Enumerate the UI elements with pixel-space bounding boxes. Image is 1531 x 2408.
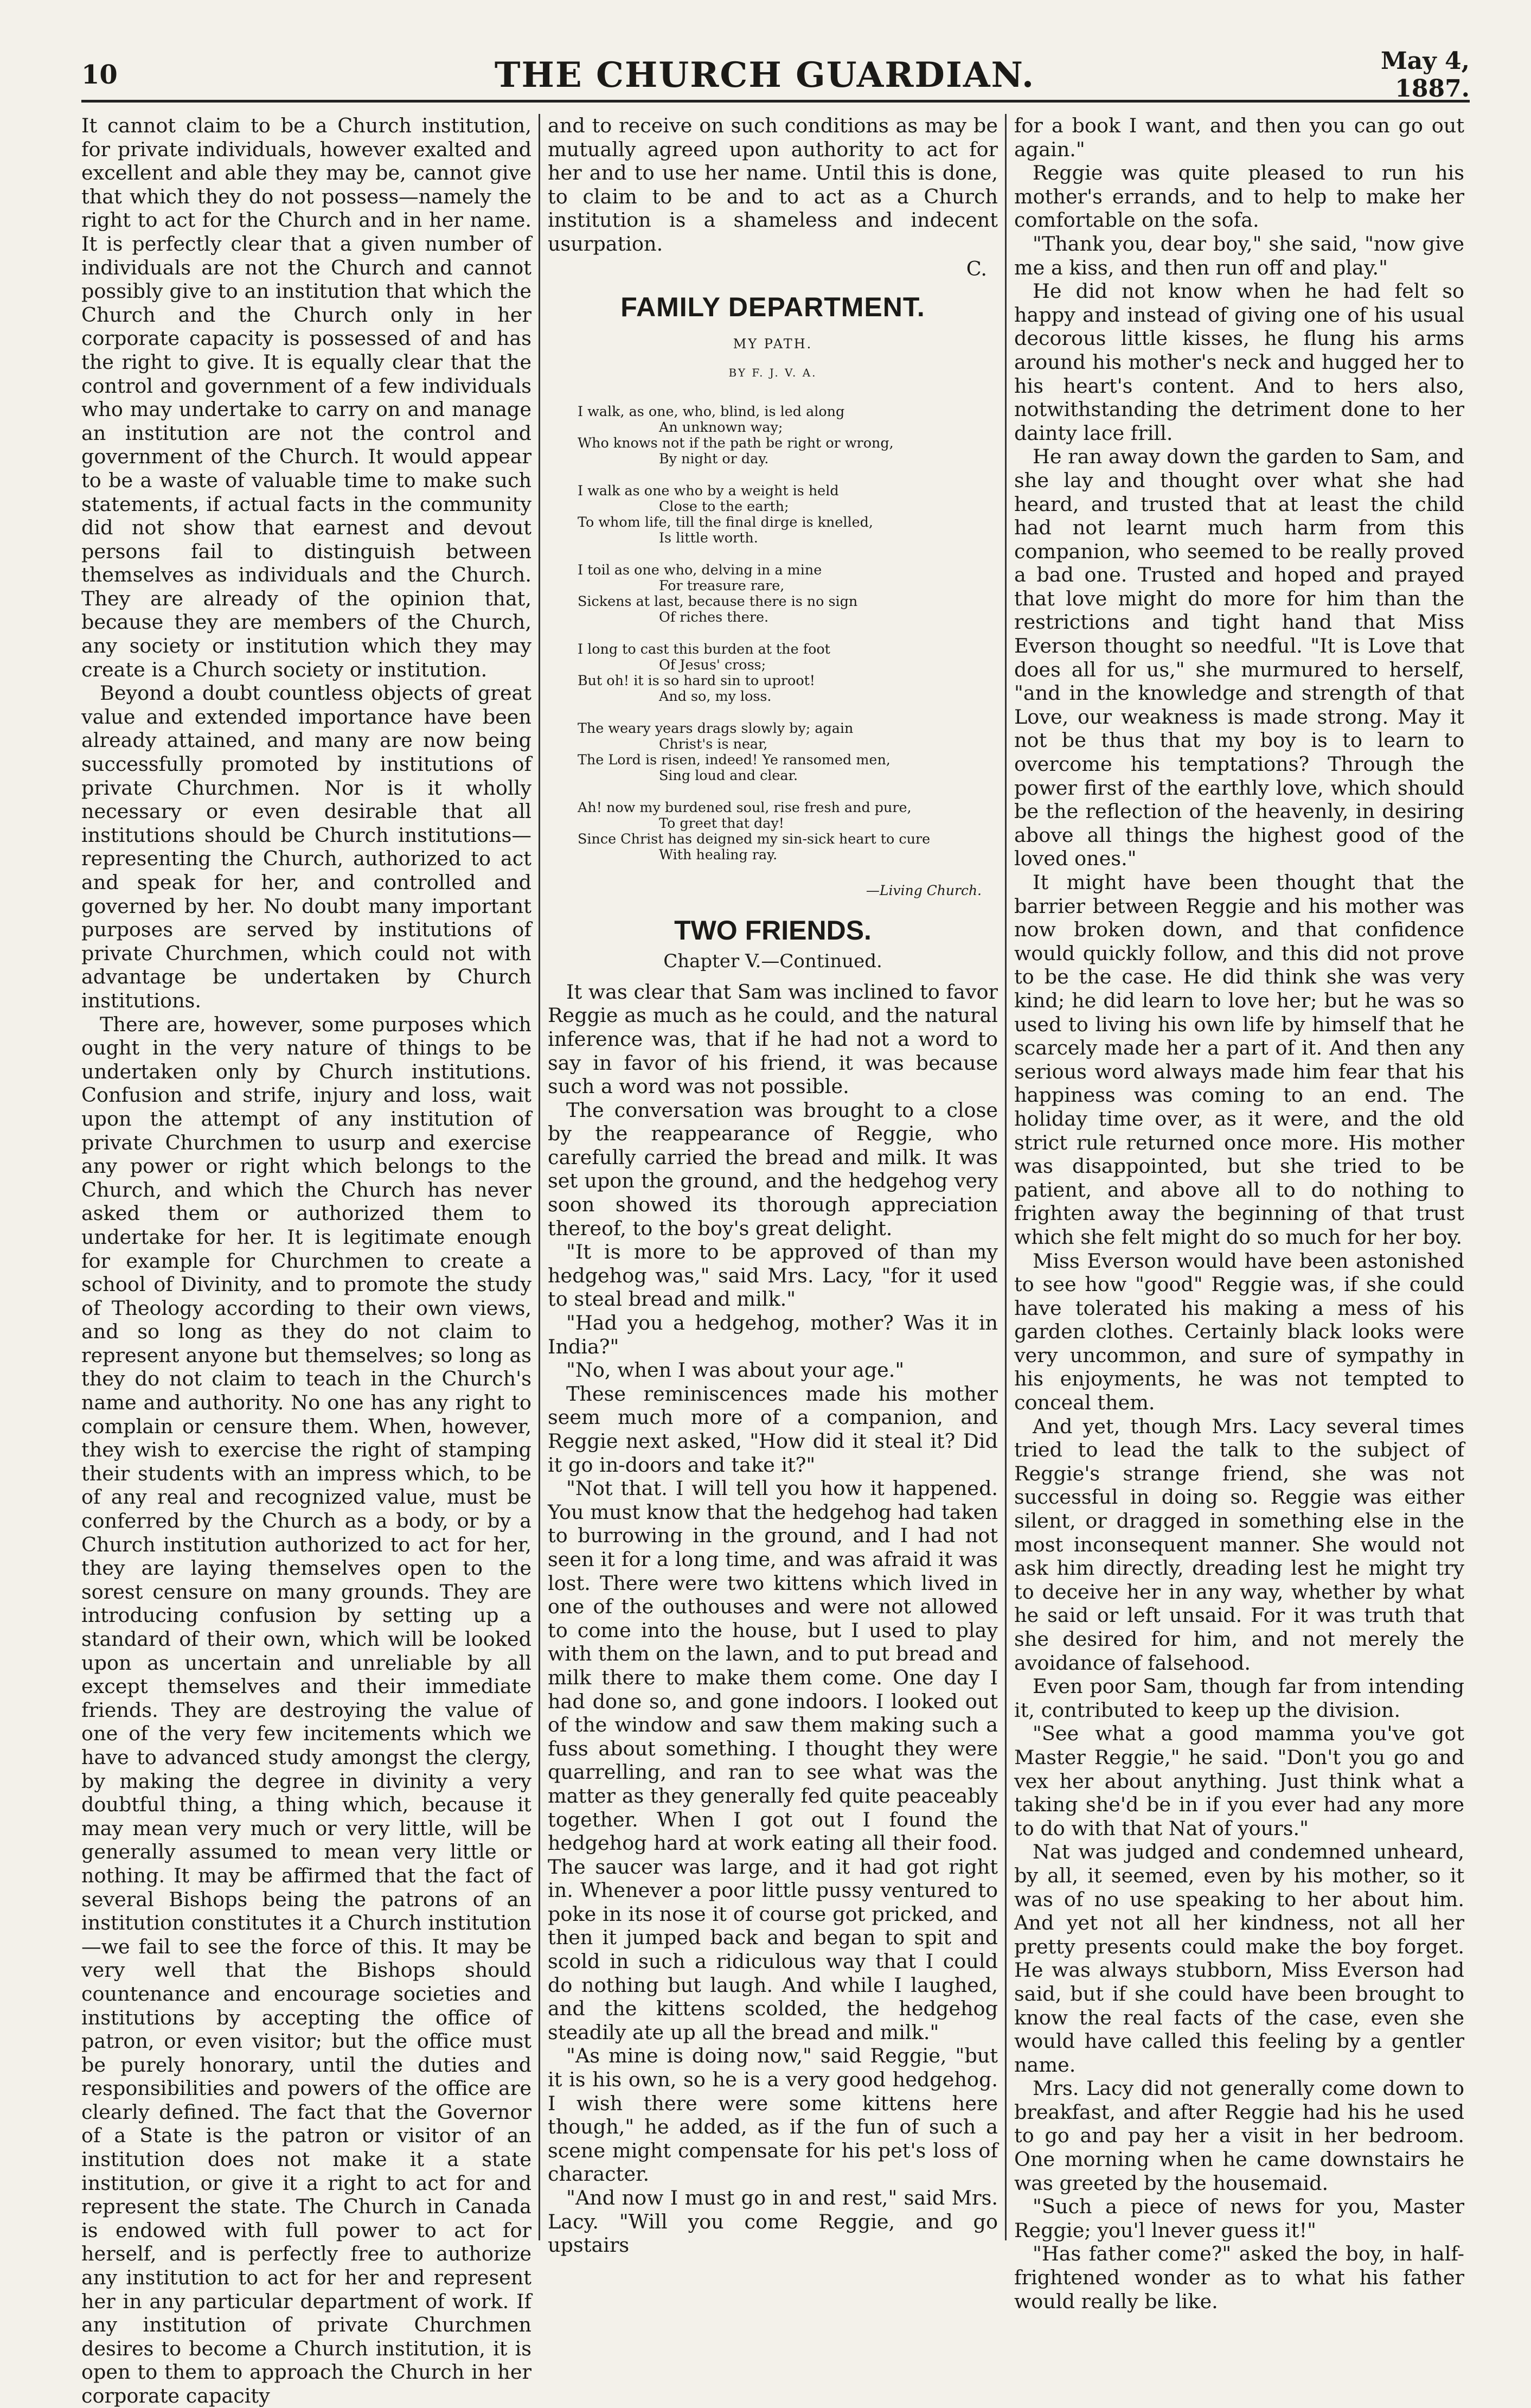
poem-stanza [578,483,998,546]
poem-stanza [578,720,998,783]
poem-line: Since Christ has deigned my sin-sick heart to cure [578,830,931,847]
story-paragraph: "Such a piece of news for you, Master Reggie; you'l lnever guess it!" [1014,2195,1464,2242]
story-paragraph: It was clear that Sam was inclined to favor Reggie as much as he could, and the natural inference was, that if he had not a word to say in favor of his friend, it was because such a word was not possible. [548,980,998,1098]
column-1 [81,114,531,2407]
editorial-continuation: and to receive on such conditions as may be mutually agreed upon authority to act for her and to use her name. Until this is done, to claim to be and to act as a Church institution is a shameless and indecent usurpation. [548,114,998,256]
poem-line: Of riches there. [659,608,769,625]
poem-line: An unknown way; [659,418,783,435]
story-paragraph: Nat was judged and condemned unheard, by all, it seemed, even by his mother, so it was of no use speaking to her about him. And yet not all her kindness, not all her pretty presents could make the boy forget. He was always stubborn, Miss Everson had said, but if she could have been brought to know the real facts of the case, even she would have called this feeling by a gentler name. [1014,1840,1464,2077]
poem-title: MY PATH. [733,336,813,352]
poem-stanza [578,404,998,467]
story-paragraph: "See what a good mamma you've got Master Reggie," he said. "Don't you go and vex her about anything. Just think what a taking she'd be in if you ever had any more to do with that Nat of yours." [1014,1722,1464,1840]
poem-source: —Living Church. [866,882,982,898]
story-paragraph: "It is more to be approved of than my hedgehog was," said Mrs. Lacy, "for it used to steal bread and milk." [548,1240,998,1311]
chapter-heading: Chapter V.—Continued. [663,950,882,973]
poem-line: Christ's is near, [659,735,768,752]
issue-date: May 4, 1887. [1380,47,1470,103]
story-paragraph: Miss Everson would have been astonished to see how "good" Reggie was, if she could have tolerated his making a mess of his garden clothes. Certainly black looks were very uncommon, and sure of sympathy in his enjoyments, he was not tempted to conceal them. [1014,1249,1464,1415]
poem-line: With healing ray. [659,846,778,863]
poem-stanza [578,800,998,863]
section-title-family-department: FAMILY DEPARTMENT. [620,292,925,323]
editorial-paragraph: There are, however, some purposes which ought in the very nature of things to be undertaken only by Church institutions. Confusion and strife, injury and loss, wait upon the attempt of any institution of private Churchmen to usurp and exercise any power or right which belongs to the Church, and which the Church has never asked them or authorized them to undertake for her. It is legitimate enough for example for Churchmen to create a school of Divinity, and to promote the study of Theology according to their own views, and so long as they do not claim to represent anyone but themselves; so long as they do not claim to teach in the Church's name and authority. No one has any right to complain or censure them. When, however, they wish to exercise the right of stamping their students with an impress which, to be of any real and recognized value, must be conferred by the Church as a body, or by a Church institution authorized to act for her, they are laying themselves open to the sorest censure on many grounds. They are introducing confusion by setting up a standard of their own, which will be looked upon as uncertain and unreliable by all except themselves and their immediate friends. They are destroying the value of one of the very few incitements which we have to advanced study amongst the clergy, by making the degree in divinity a very doubtful thing, a thing which, because it may mean very much or very little, will be generally assumed to mean very little or nothing. It may be affirmed that the fact of several Bishops being the patrons of an institution constitutes it a Church institution—we fail to see the force of this. It may be very well that the Bishops should countenance and encourage societies and institutions by accepting the office of patron, or even visitor; but the office must be purely honorary, until the duties and responsibilities and powers of the office are clearly defined. The fact that the Governor of a State is the patron or visitor of an institution does not make it a state institution, or give it a right to act for and represent the state. The Church in Canada is endowed with full power to act for herself, and is perfectly free to authorize any institution to act for her and represent her in any particular department of work. If any institution of private Churchmen desires to become a Church institution, it is open to them to approach the Church in her corporate capacity [81,1012,531,2407]
poem-line: To greet that day! [659,814,784,831]
editorial-paragraph: Beyond a doubt countless objects of great value and extended importance have been already attained, and many are now being successfully promoted by institutions of private Churchmen. Nor is it wholly necessary or even desirable that all institutions should be Church institutions—representing the Church, authorized to act and speak for her, and controlled and governed by her. No doubt many important purposes are served by institutions of private Churchmen, which could not with advantage be undertaken by Church institutions. [81,681,531,1012]
story-paragraph: "No, when I was about your age." [566,1358,905,1382]
poem-line: Sing loud and clear. [659,767,798,783]
story-title: TWO FRIENDS. [674,915,872,946]
story-paragraph: Mrs. Lacy did not generally come down to breakfast, and after Reggie had his he used to go and pay her a visit in her bedroom. One morning when he came downstairs he was greeted by the housemaid. [1014,2077,1464,2195]
poem-line: Of Jesus' cross; [659,656,766,673]
poem-stanza [578,562,998,625]
story-paragraph: Even poor Sam, though far from intending it, contributed to keep up the division. [1014,1675,1464,1722]
story-paragraph: He ran away down the garden to Sam, and she lay and thought over what she had heard, and trusted that at least the child had not learnt much harm from this companion, who seemed to be really proved a bad one. Trusted and hoped and prayed that love might do more for him than the restrictions and tight hand that Miss Everson thought so needful. "It is Love that does all for us," she murmured to herself, "and in the knowledge and strength of that Love, our weakness is made strong. May it not be thus that my boy is to learn to overcome his temptations? Through the power first of the earthly love, which should be the reflection of the heavenly, in desiring above all things the highest good of the loved ones." [1014,445,1464,871]
column-rule [1005,114,1007,2240]
poem-line: But oh! it is so hard sin to uproot! [578,672,816,688]
poem-line: By night or day. [659,450,769,467]
story-paragraph: The conversation was brought to a close by the reappearance of Reggie, who carefully carried the bread and milk. It was set upon the ground, and the hedgehog very soon showed its thorough appreciation thereof, to the boy's great delight. [548,1098,998,1240]
poem-line: I walk as one who by a weight is held [578,482,839,499]
poem-line: I walk, as one, who, blind, is led along [578,403,845,419]
poem-line: Is little worth. [659,529,758,546]
story-paragraph: These reminiscences made his mother seem much more of a companion, and Reggie next asked, "How did it steal it? Did it go in-doors and take it?" [548,1382,998,1477]
editorial-paragraph: It cannot claim to be a Church institution, for private individuals, however exalted and excellent and able they may be, cannot give that which they do not possess—namely the right to act for the Church and in her name. It is perfectly clear that a given number of individuals are not the Church and cannot possibly give to an institution that which the Church and the Church only in her corporate capacity is possessed of and has the right to give. It is equally clear that the control and government of a few individuals who may undertake to carry on and manage an institution are not the control and government of the Church. It would appear to be a waste of valuable time to make such statements, if actual facts in the community did not show that earnest and devout persons fail to distinguish between themselves as individuals and the Church. They are already of the opinion that, because they are members of the Church, any society or institution which they may create is a Church society or institution. [81,114,531,681]
column-rule [539,114,540,2240]
story-paragraph: And yet, though Mrs. Lacy several times tried to lead the talk to the subject of Reggie's strange friend, she was not successful in doing so. Reggie was either silent, or dragged in something else in the most inconsequent manner. She would not ask him directly, dreading lest he might try to deceive her in any way, whether by what he said or left unsaid. For it was truth that she desired for him, and not merely the avoidance of falsehood. [1014,1414,1464,1675]
page-header [81,47,1470,103]
story-paragraph: Reggie was quite pleased to run his mother's errands, and to help to make her comfortable on the sofa. [1014,161,1464,232]
story-paragraph: "And now I must go in and rest," said Mrs. Lacy. "Will you come Reggie, and go upstairs [548,2186,998,2257]
story-paragraph: "Not that. I will tell you how it happened. You must know that the hedgehog had taken to burrowing in the ground, and I had not seen it for a long time, and was afraid it was lost. There were two kittens which lived in one of the outhouses and were not allowed to come into the house, but I used to play with them on the lawn, and to put bread and milk there to make them come. One day I had done so, and gone indoors. I looked out of the window and saw them making such a fuss about something. I thought they were quarrelling, and ran to see what was the matter as they generally fed quite peaceably together. When I got out I found the hedgehog hard at work eating all their food. The saucer was large, and it had got right in. Whenever a poor little pussy ventured to poke in its nose it of course got pricked, and then it jumped back and began to spit and scold in such a ridiculous way that I could do nothing but laugh. And while I laughed, and the kittens scolded, the hedgehog steadily ate up all the bread and milk." [548,1477,998,2044]
poem-line: For treasure rare, [659,577,785,593]
page-number: 10 [81,60,118,90]
editorial-signature: C. [966,257,987,280]
story-paragraph: "As mine is doing now," said Reggie, "but it is his own, so he is a very good hedgehog. I wish there were some kittens here though," he added, as if the fun of such a scene might compensate for his pet's loss of character. [548,2044,998,2186]
poem-line: Close to the earth; [659,497,789,514]
poem-line: Sickens at last, because there is no sign [578,592,858,609]
poem-line: To whom life, till the final dirge is knelled, [578,513,873,530]
poem-line: Ah! now my burdened soul, rise fresh and pure, [578,799,912,815]
poem-body [548,404,998,863]
poem-author: BY F. J. V. A. [728,366,817,380]
poem-line: I toil as one who, delving in a mine [578,561,822,578]
masthead-title: THE CHURCH GUARDIAN. [494,54,1035,95]
column-3 [1014,114,1464,2313]
poem-line: Who knows not if the path be right or wrong, [578,434,894,451]
poem-line: The weary years drags slowly by; again [578,719,854,736]
poem-line: I long to cast this burden at the foot [578,640,830,657]
story-paragraph: for a book I want, and then you can go out again." [1014,114,1464,161]
poem-line: The Lord is risen, indeed! Ye ransomed men, [578,751,891,768]
story-paragraph: "Had you a hedgehog, mother? Was it in India?" [548,1311,998,1358]
story-paragraph: He did not know when he had felt so happy and instead of giving one of his usual decorous little kisses, he flung his arms around his mother's neck and hugged her to his heart's content. And to hers also, notwithstanding the detriment done to her dainty lace frill. [1014,279,1464,445]
poem-line: And so, my loss. [659,687,772,704]
story-paragraph: "Thank you, dear boy," she said, "now give me a kiss, and then run off and play." [1014,232,1464,279]
column-2 [548,114,998,2257]
story-paragraph: It might have been thought that the barrier between Reggie and his mother was now broken down, and that confidence would quickly follow, and this did not prove to be the case. He did think she was very kind; he did learn to love her; but he was so used to living his own life by himself that he scarcely made her a part of it. And then any serious word always made him fear that his happiness was coming to an end. The holiday time over, as it were, and the old strict rule returned once more. His mother was disappointed, but she tried to be patient, and above all to do nothing to frighten away the beginning of that trust which she felt might do so much for her boy. [1014,871,1464,1249]
story-paragraph: "Has father come?" asked the boy, in half-frightened wonder as to what his father would really be like. [1014,2242,1464,2313]
poem-stanza [578,641,998,704]
